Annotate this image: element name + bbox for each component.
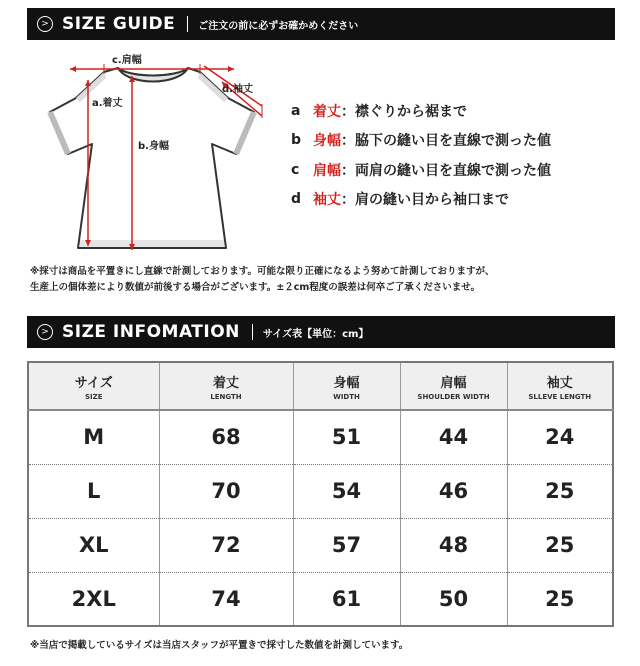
diagram-label-c: c.肩幅 <box>112 55 142 66</box>
cell-sleeve: 25 <box>507 464 613 518</box>
cell-size: L <box>28 464 159 518</box>
diagram-label-b: b.身幅 <box>138 141 169 152</box>
cell-length: 74 <box>159 572 293 626</box>
legend-item-b: b 身幅 ：脇下の縫い目を直線で測った値 <box>291 132 551 150</box>
cell-shoulder: 44 <box>400 410 507 464</box>
table-header-row <box>28 362 613 410</box>
cell-size: 2XL <box>28 572 159 626</box>
cell-sleeve: 24 <box>507 410 613 464</box>
cell-width: 51 <box>293 410 400 464</box>
legend-item-a: a 着丈 ：襟ぐりから裾まで <box>291 102 467 120</box>
cell-width: 54 <box>293 464 400 518</box>
cell-sleeve: 25 <box>545 586 575 611</box>
legend-item-c: c 肩幅 ：両肩の縫い目を直線で測った値 <box>291 161 551 179</box>
column-header-width: 身幅 WIDTH <box>293 362 400 410</box>
circle-chevron-right-icon: > <box>37 16 53 32</box>
section-title: SIZE INFOMATION <box>62 322 240 342</box>
column-header-size: サイズ SIZE <box>28 362 159 410</box>
size-table <box>27 361 614 627</box>
footer-note: ※当店で掲載しているサイズは当店スタッフが平置きで採寸した数値を計測しています。 <box>30 640 409 651</box>
diagram-label-a: a.着丈 <box>92 98 123 109</box>
column-header-length: 着丈 LENGTH <box>159 362 293 410</box>
size-guide-header <box>27 8 615 40</box>
tshirt-diagram <box>40 46 272 258</box>
table-row <box>28 518 613 572</box>
cell-size: XL <box>28 518 159 572</box>
section-subtitle: ご注文の前に必ずお確かめください <box>198 20 359 32</box>
cell-shoulder: 48 <box>400 518 507 572</box>
divider <box>252 324 253 340</box>
cell-sleeve: 25 <box>507 518 613 572</box>
section-title: SIZE GUIDE <box>62 14 176 34</box>
size-info-header <box>27 316 615 348</box>
diagram-label-d: d.袖丈 <box>222 84 253 95</box>
cell-width: 61 <box>293 572 400 626</box>
cell-width: 57 <box>293 518 400 572</box>
table-row <box>28 464 613 518</box>
measurement-legend <box>291 96 551 214</box>
legend-item-d: d 袖丈 ：肩の縫い目から袖口まで <box>291 191 509 209</box>
measurement-note: ※採寸は商品を平置きにし直線で計測しております。可能な限り正確になるよう努めて計測しておりますが、 生産上の個体差により数値が前後する場合がございます。±２cm程度の誤差は何卒ご了承くださいませ。 <box>30 266 495 293</box>
cell-length: 70 <box>159 464 293 518</box>
cell-size: M <box>28 410 159 464</box>
cell-length: 68 <box>159 410 293 464</box>
cell-shoulder: 50 <box>400 572 507 626</box>
cell-shoulder: 46 <box>400 464 507 518</box>
section-subtitle: サイズ表【単位：cm】 <box>262 328 369 340</box>
column-header-sleeve: 袖丈 SLLEVE LENGTH <box>507 362 613 410</box>
divider <box>187 16 188 32</box>
cell-length: 72 <box>159 518 293 572</box>
column-header-shoulder: 肩幅 SHOULDER WIDTH <box>400 362 507 410</box>
circle-chevron-right-icon: > <box>37 324 53 340</box>
table-row <box>28 572 613 626</box>
table-row <box>28 410 613 464</box>
